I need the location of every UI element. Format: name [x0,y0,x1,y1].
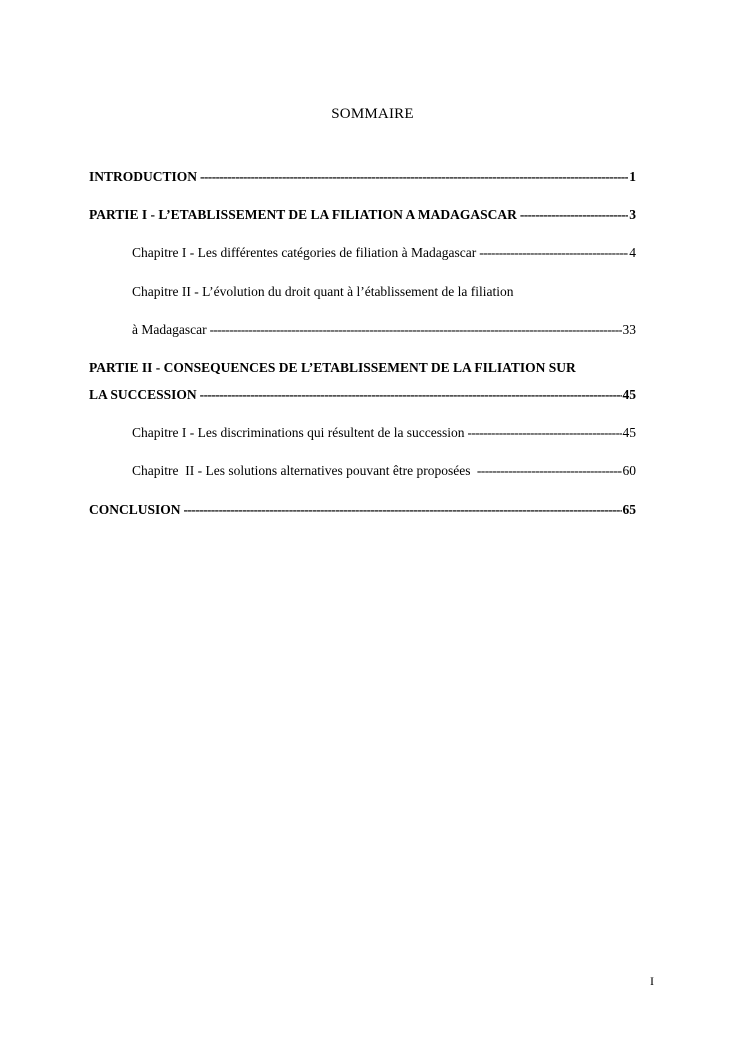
toc-page-number: 1 [629,169,636,184]
toc-leader [200,168,628,186]
toc-label: INTRODUCTION [89,169,198,184]
toc-page-number: 45 [622,425,636,440]
toc-leader [479,244,628,262]
toc-page-number: 45 [622,387,636,402]
toc-entry-partie-1 [89,206,636,224]
toc-page-number: 4 [629,245,636,260]
toc-entry-partie-1-chapitre-1 [132,244,636,262]
toc-label: à Madagascar [132,322,207,337]
toc-entry-partie-2-chapitre-2 [132,462,636,480]
toc-entry-partie-2-line-1: PARTIE II - CONSEQUENCES DE L’ETABLISSEMENT DE LA FILIATION SUR [89,360,576,375]
toc-entry-introduction [89,168,636,186]
page-title: SOMMAIRE [331,106,414,122]
toc-entry-partie-1-chapitre-2-line-1: Chapitre II - L’évolution du droit quant à l’établissement de la filiation [132,284,514,299]
toc-leader [520,206,628,224]
toc-page-number: 65 [622,502,636,517]
toc-label: Chapitre II - Les solutions alternatives pouvant être proposées [132,463,474,478]
toc-label: Chapitre I - Les discriminations qui résultent de la succession [132,425,465,440]
toc-label: PARTIE I - L’ETABLISSEMENT DE LA FILIATION A MADAGASCAR [89,207,517,222]
toc-page-number: 60 [622,463,636,478]
toc-leader [210,321,622,339]
toc-leader [200,386,622,404]
toc-leader [184,501,622,519]
toc-entry-partie-1-chapitre-2 [132,321,636,339]
toc-label: Chapitre I - Les différentes catégories de filiation à Madagascar [132,245,477,260]
toc-page-number: 33 [622,322,636,337]
toc-label: CONCLUSION [89,502,181,517]
toc-page-number: 3 [629,207,636,222]
page-number: I [650,974,654,988]
toc-leader [477,462,622,480]
toc-entry-partie-2-chapitre-1 [132,424,636,442]
toc-entry-partie-2 [89,386,636,404]
toc-label: LA SUCCESSION [89,387,197,402]
toc-leader [468,424,622,442]
toc-entry-conclusion [89,501,636,519]
